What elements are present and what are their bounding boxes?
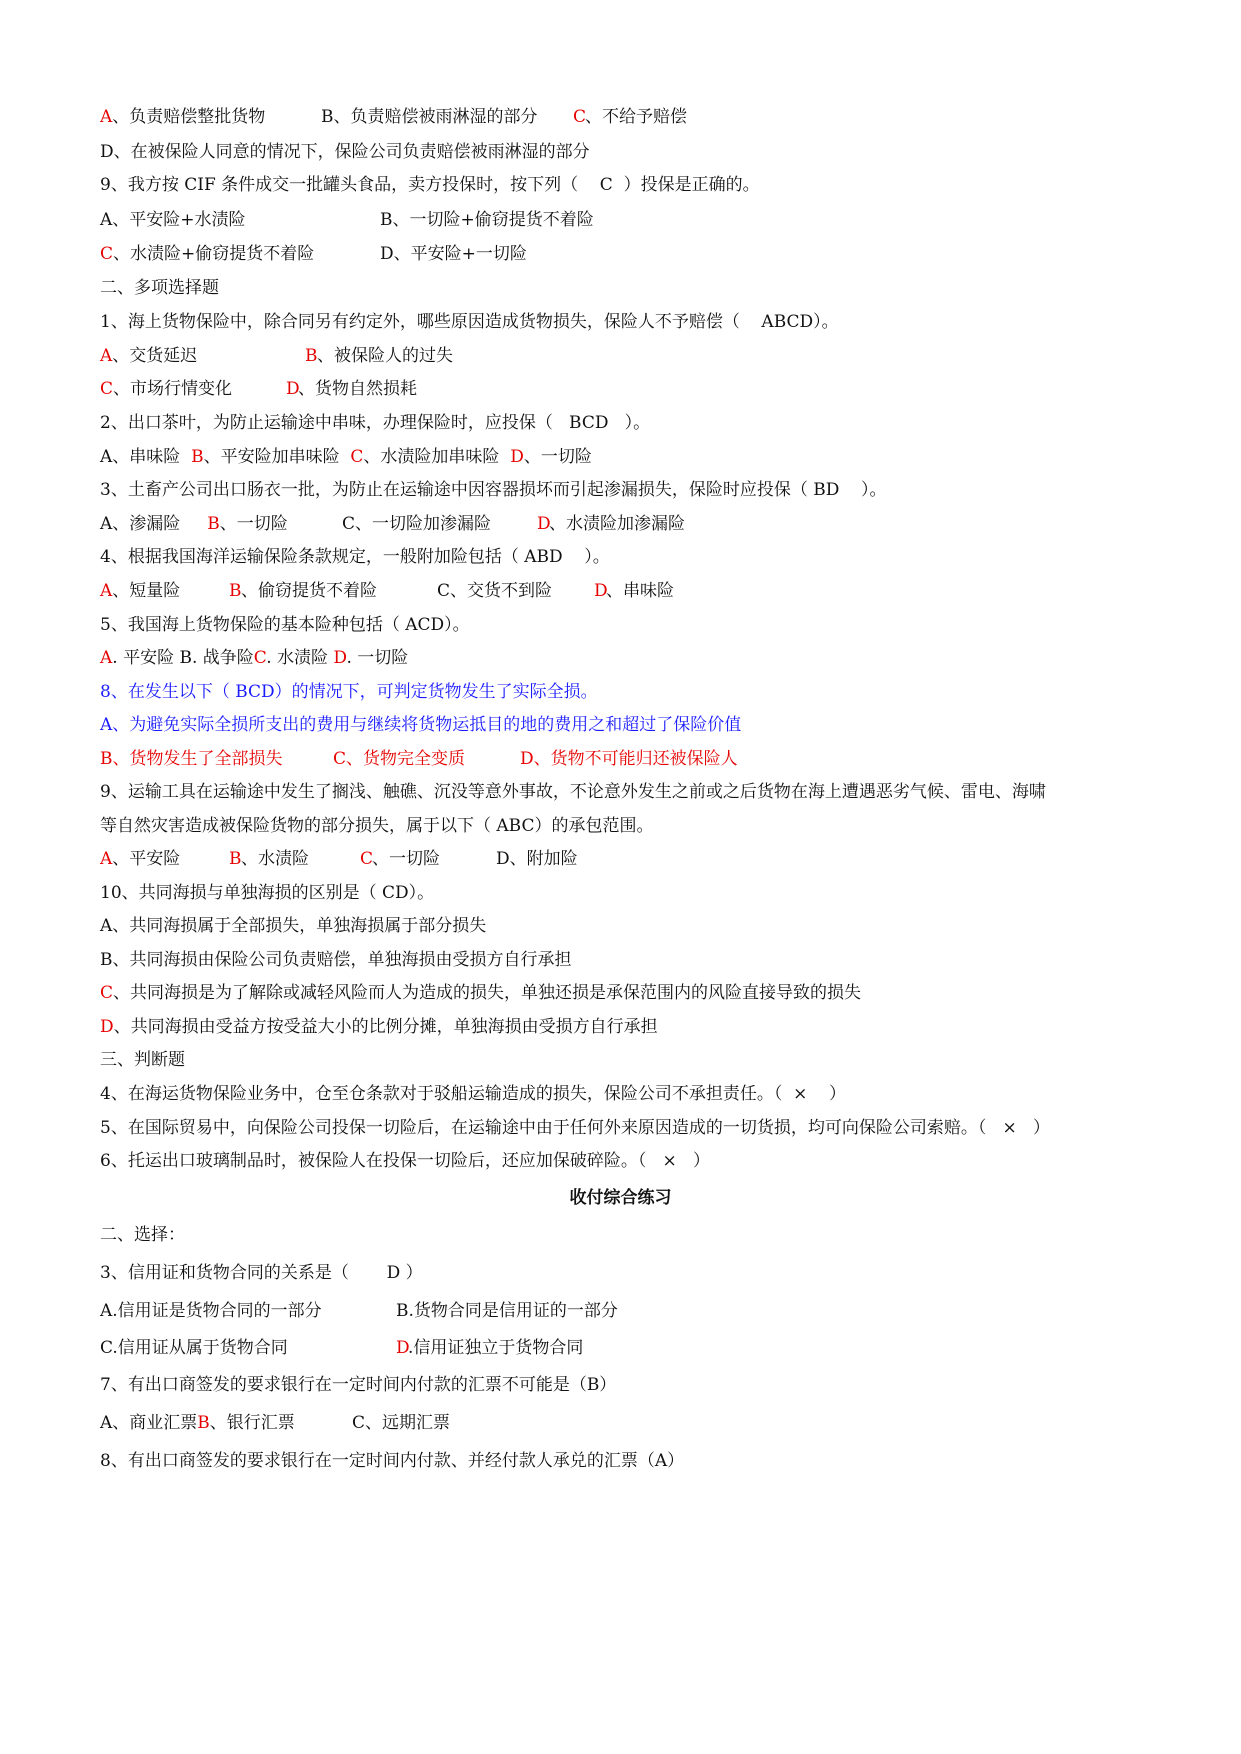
question-line: 4、在海运货物保险业务中，仓至仓条款对于驳船运输造成的损失，保险公司不承担责任。（ × ）: [100, 1084, 846, 1104]
option-text: C、远期汇票: [352, 1413, 451, 1433]
option-text: 、串味险: [606, 581, 674, 601]
answer-letter: D: [100, 1017, 114, 1037]
option-text: C.信用证从属于货物合同: [100, 1338, 288, 1358]
question-line: 5、在国际贸易中，向保险公司投保一切险后，在运输途中由于任何外来原因造成的一切货损，均可向保险公司索赔。（ × ）: [100, 1118, 1050, 1138]
answer-letter: A: [100, 107, 113, 127]
option-text: A.信用证是货物合同的一部分: [100, 1301, 322, 1321]
option-text: B、负责赔偿被雨淋湿的部分: [321, 107, 538, 127]
question-line: 9、我方按 CIF 条件成交一批罐头食品，卖方投保时，按下列（ C ）投保是正确的。: [100, 175, 760, 195]
answer-letter: C: [360, 849, 374, 869]
option-text: 、短量险: [112, 581, 181, 601]
option-text: . 水渍险: [266, 648, 334, 668]
option-text: 、水渍险加渗漏险: [549, 514, 685, 534]
option-line: [100, 209, 594, 231]
option-text: 、偷窃提货不着险: [241, 581, 377, 601]
question-line: 8、在发生以下（ BCD）的情况下，可判定货物发生了实际全损。: [100, 682, 598, 702]
answer-letter: D: [594, 581, 608, 601]
option-text: B、一切险+偷窃提货不着险: [380, 210, 594, 230]
answer-letter: A: [100, 849, 113, 869]
option-line: [100, 1016, 658, 1038]
answer-option: D、货物不可能归还被保险人: [520, 749, 738, 769]
question-line: 等自然灾害造成被保险货物的部分损失，属于以下（ ABC）的承包范围。: [100, 816, 654, 836]
option-line: [100, 848, 578, 870]
option-text: 、水渍险: [241, 849, 309, 869]
question-line: 7、有出口商签发的要求银行在一定时间内付款的汇票不可能是（B）: [100, 1375, 617, 1395]
answer-letter: A: [100, 346, 113, 366]
answer-letter: A: [100, 648, 113, 668]
answer-letter: D: [286, 379, 300, 399]
option-line: [100, 580, 674, 602]
option-text: A、平安险+水渍险: [100, 210, 246, 230]
option-text: 、货物自然损耗: [298, 379, 417, 399]
option-text: A、商业汇票: [100, 1413, 198, 1433]
option-line: [100, 1300, 618, 1322]
option-text: . 一切险: [346, 648, 409, 668]
option-text: A、串味险: [100, 447, 192, 467]
answer-letter: B: [207, 514, 220, 534]
option-text: 、一切险: [523, 447, 592, 467]
section-heading: 三、判断题: [100, 1050, 185, 1070]
option-text: D、附加险: [496, 849, 578, 869]
answer-letter: B: [229, 581, 242, 601]
answer-letter: C: [100, 379, 114, 399]
answer-letter: C: [100, 983, 114, 1003]
question-line: 3、信用证和货物合同的关系是（ D ）: [100, 1263, 423, 1283]
answer-letter: D: [510, 447, 524, 467]
question-line: 5、我国海上货物保险的基本险种包括（ ACD）。: [100, 615, 470, 635]
option-line: D、在被保险人同意的情况下，保险公司负责赔偿被雨淋湿的部分: [100, 142, 590, 162]
answer-letter: D: [537, 514, 551, 534]
option-text: 、共同海损是为了解除或减轻风险而人为造成的损失，单独还损是承保范围内的风险直接导致的损失: [113, 983, 862, 1003]
option-line: [100, 647, 408, 669]
option-text: 、负责赔偿整批货物: [112, 107, 266, 127]
answer-letter: C: [100, 244, 114, 264]
answer-letter: D: [333, 648, 347, 668]
option-text: C、一切险加渗漏险: [342, 514, 492, 534]
option-text: D、平安险+一切险: [380, 244, 527, 264]
option-line: B、共同海损由保险公司负责赔偿，单独海损由受损方自行承担: [100, 950, 572, 970]
option-text: B.货物合同是信用证的一部分: [396, 1301, 618, 1321]
question-line: 3、土畜产公司出口肠衣一批，为防止在运输途中因容器损坏而引起渗漏损失，保险时应投保（ BD ）。: [100, 480, 887, 500]
option-line: [100, 1412, 451, 1434]
option-line: [100, 748, 738, 770]
section-heading: 二、多项选择题: [100, 278, 219, 298]
section-heading: 二、选择：: [100, 1225, 185, 1245]
page-title: 收付综合练习: [569, 1188, 672, 1208]
option-line: A、为避免实际全损所支出的费用与继续将货物运抵目的地的费用之和超过了保险价值: [100, 715, 742, 735]
answer-letter: A: [100, 581, 113, 601]
option-line: A、共同海损属于全部损失，单独海损属于部分损失: [100, 916, 487, 936]
option-line: [100, 243, 527, 265]
answer-letter: C: [253, 648, 267, 668]
question-line: 9、运输工具在运输途中发生了搁浅、触礁、沉没等意外事故，不论意外发生之前或之后货物在海上遭遇恶劣气候、雷电、海啸: [100, 782, 1046, 802]
answer-letter: D: [396, 1338, 410, 1358]
option-line: [100, 982, 861, 1004]
question-line: 6、托运出口玻璃制品时，被保险人在投保一切险后，还应加保破碎险。（ × ）: [100, 1151, 710, 1171]
answer-letter: C: [573, 107, 587, 127]
option-line: [100, 378, 417, 400]
option-text: 、不给予赔偿: [585, 107, 687, 127]
answer-option: B、货物发生了全部损失: [100, 749, 283, 769]
option-text: 、一切险: [219, 514, 288, 534]
answer-letter: B: [197, 1413, 210, 1433]
option-text: 、一切险: [372, 849, 440, 869]
question-line: 4、根据我国海洋运输保险条款规定，一般附加险包括（ ABD ）。: [100, 547, 610, 567]
question-line: 2、出口茶叶，为防止运输途中串味，办理保险时，应投保（ BCD ）。: [100, 413, 651, 433]
question-line: 8、有出口商签发的要求银行在一定时间内付款、并经付款人承兑的汇票（A）: [100, 1451, 685, 1471]
option-text: 、水渍险+偷窃提货不着险: [113, 244, 315, 264]
option-line: [100, 106, 687, 128]
option-line: [100, 345, 453, 367]
option-text: 、市场行情变化: [113, 379, 233, 399]
option-text: .信用证独立于货物合同: [408, 1338, 584, 1358]
option-text: 、平安险加串味险: [203, 447, 351, 467]
answer-letter: B: [229, 849, 242, 869]
option-line: [100, 513, 685, 535]
option-text: C、交货不到险: [437, 581, 553, 601]
answer-letter: B: [305, 346, 318, 366]
option-text: . 平安险 B. 战争险: [112, 648, 254, 668]
option-text: 、平安险: [112, 849, 181, 869]
option-text: 、银行汇票: [209, 1413, 295, 1433]
question-line: 1、海上货物保险中，除合同另有约定外，哪些原因造成货物损失，保险人不予赔偿（ ABCD）。: [100, 312, 839, 332]
answer-letter: B: [191, 447, 204, 467]
option-text: 、被保险人的过失: [317, 346, 453, 366]
option-text: 、共同海损由受益方按受益大小的比例分摊，单独海损由受损方自行承担: [113, 1017, 658, 1037]
option-text: A、渗漏险: [100, 514, 208, 534]
option-line: [100, 446, 592, 468]
answer-option: C、货物完全变质: [333, 749, 466, 769]
option-text: 、水渍险加串味险: [363, 447, 511, 467]
option-text: 、交货延迟: [112, 346, 198, 366]
option-line: [100, 1337, 584, 1359]
answer-letter: C: [350, 447, 364, 467]
question-line: 10、共同海损与单独海损的区别是（ CD）。: [100, 883, 435, 903]
